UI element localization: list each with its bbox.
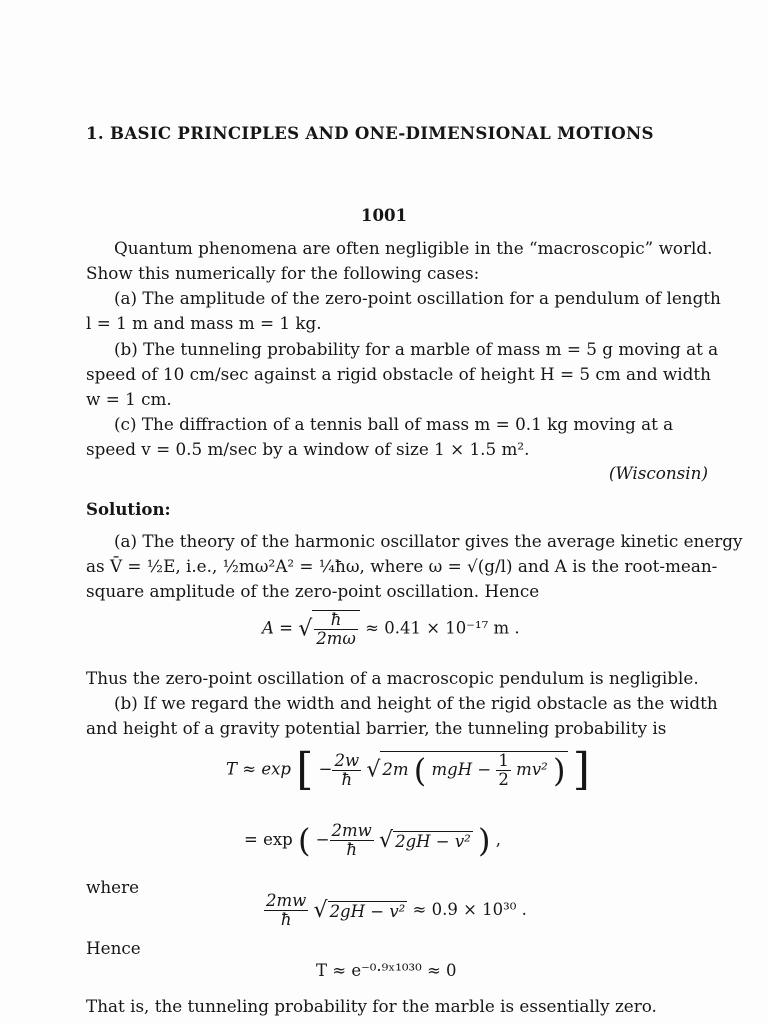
problem-text: Show this numerically for the following cases: xyxy=(86,263,480,283)
fraction-denominator: ħ xyxy=(341,769,353,789)
solution-text: as V̄ = ½E, i.e., ½mω²A² = ¼ħω, where ω = √(g/l) and A is the root-mean- xyxy=(86,556,718,576)
problem-part-b: w = 1 cm. xyxy=(86,389,172,409)
fraction-denominator: 2mω xyxy=(316,629,356,648)
equation-amplitude xyxy=(262,610,520,648)
equation-lhs: = exp xyxy=(244,830,293,849)
problem-part-a: l = 1 m and mass m = 1 kg. xyxy=(86,313,322,333)
radical-sign: √ xyxy=(379,828,394,853)
problem-part-a: (a) The amplitude of the zero-point oscillation for a pendulum of length xyxy=(114,288,721,308)
problem-part-b: (b) The tunneling probability for a marble of mass m = 5 g moving at a xyxy=(114,339,719,359)
problem-part-c: (c) The diffraction of a tennis ball of mass m = 0.1 kg moving at a xyxy=(114,414,674,434)
solution-heading: Solution: xyxy=(86,499,171,519)
solution-text: That is, the tunneling probability for the marble is essentially zero. xyxy=(86,996,657,1016)
problem-part-b: speed of 10 cm/sec against a rigid obstacle of height H = 5 cm and width xyxy=(86,364,711,384)
equation-exponent: $\frac{2mw}{ħ}$ √ 2gH − v² ≈ 0.9 × 10³⁰ . xyxy=(266,891,527,929)
fraction-numerator: ħ xyxy=(314,611,358,630)
solution-text: Thus the zero-point oscillation of a macroscopic pendulum is negligible. xyxy=(86,668,699,688)
problem-source: (Wisconsin) xyxy=(608,463,708,483)
chapter-title: 1. BASIC PRINCIPLES AND ONE-DIMENSIONAL MOTIONS xyxy=(86,123,654,143)
radical-sign: √ xyxy=(313,898,328,923)
equation-lhs: A = xyxy=(262,618,293,638)
problem-text: Quantum phenomena are often negligible in the “macroscopic” world. xyxy=(114,238,713,258)
solution-text: where xyxy=(86,877,140,897)
solution-text: (a) The theory of the harmonic oscillator gives the average kinetic energy xyxy=(114,531,743,551)
solution-text: and height of a gravity potential barrier, the tunneling probability is xyxy=(86,718,667,738)
fraction-denominator: ħ xyxy=(280,910,292,929)
problem-part-c: speed v = 0.5 m/sec by a window of size 1 × 1.5 m². xyxy=(86,439,530,459)
solution-text: (b) If we regard the width and height of the rigid obstacle as the width xyxy=(114,693,718,713)
equation-tunneling-1: T ≈ exp [ − $\frac{2w}{ħ}$ √ 2m ( mgH − $\frac{1}{2}$ mv² ) ] xyxy=(226,744,590,795)
solution-text: Hence xyxy=(86,938,141,958)
fraction-numerator: 2mw xyxy=(266,891,307,910)
fraction-denominator: ħ xyxy=(346,840,357,859)
fraction-numerator: 2mw xyxy=(331,821,372,840)
equation-result: T ≈ e⁻⁰·⁹ˣ¹⁰³⁰ ≈ 0 xyxy=(316,961,457,980)
fraction-numerator: 2w xyxy=(334,750,360,770)
radical-sign: √ xyxy=(298,616,313,642)
equation-tunneling-2: = exp ( − $\frac{2mw}{ħ}$ √ 2gH − v² ) , xyxy=(244,821,502,860)
radical-sign: √ xyxy=(366,757,381,783)
equation-lhs: T ≈ exp xyxy=(226,759,291,779)
problem-number: 1001 xyxy=(360,205,408,225)
equation-rhs: ≈ 0.41 × 10⁻¹⁷ m . xyxy=(365,618,520,638)
solution-text: square amplitude of the zero-point oscillation. Hence xyxy=(86,581,540,601)
